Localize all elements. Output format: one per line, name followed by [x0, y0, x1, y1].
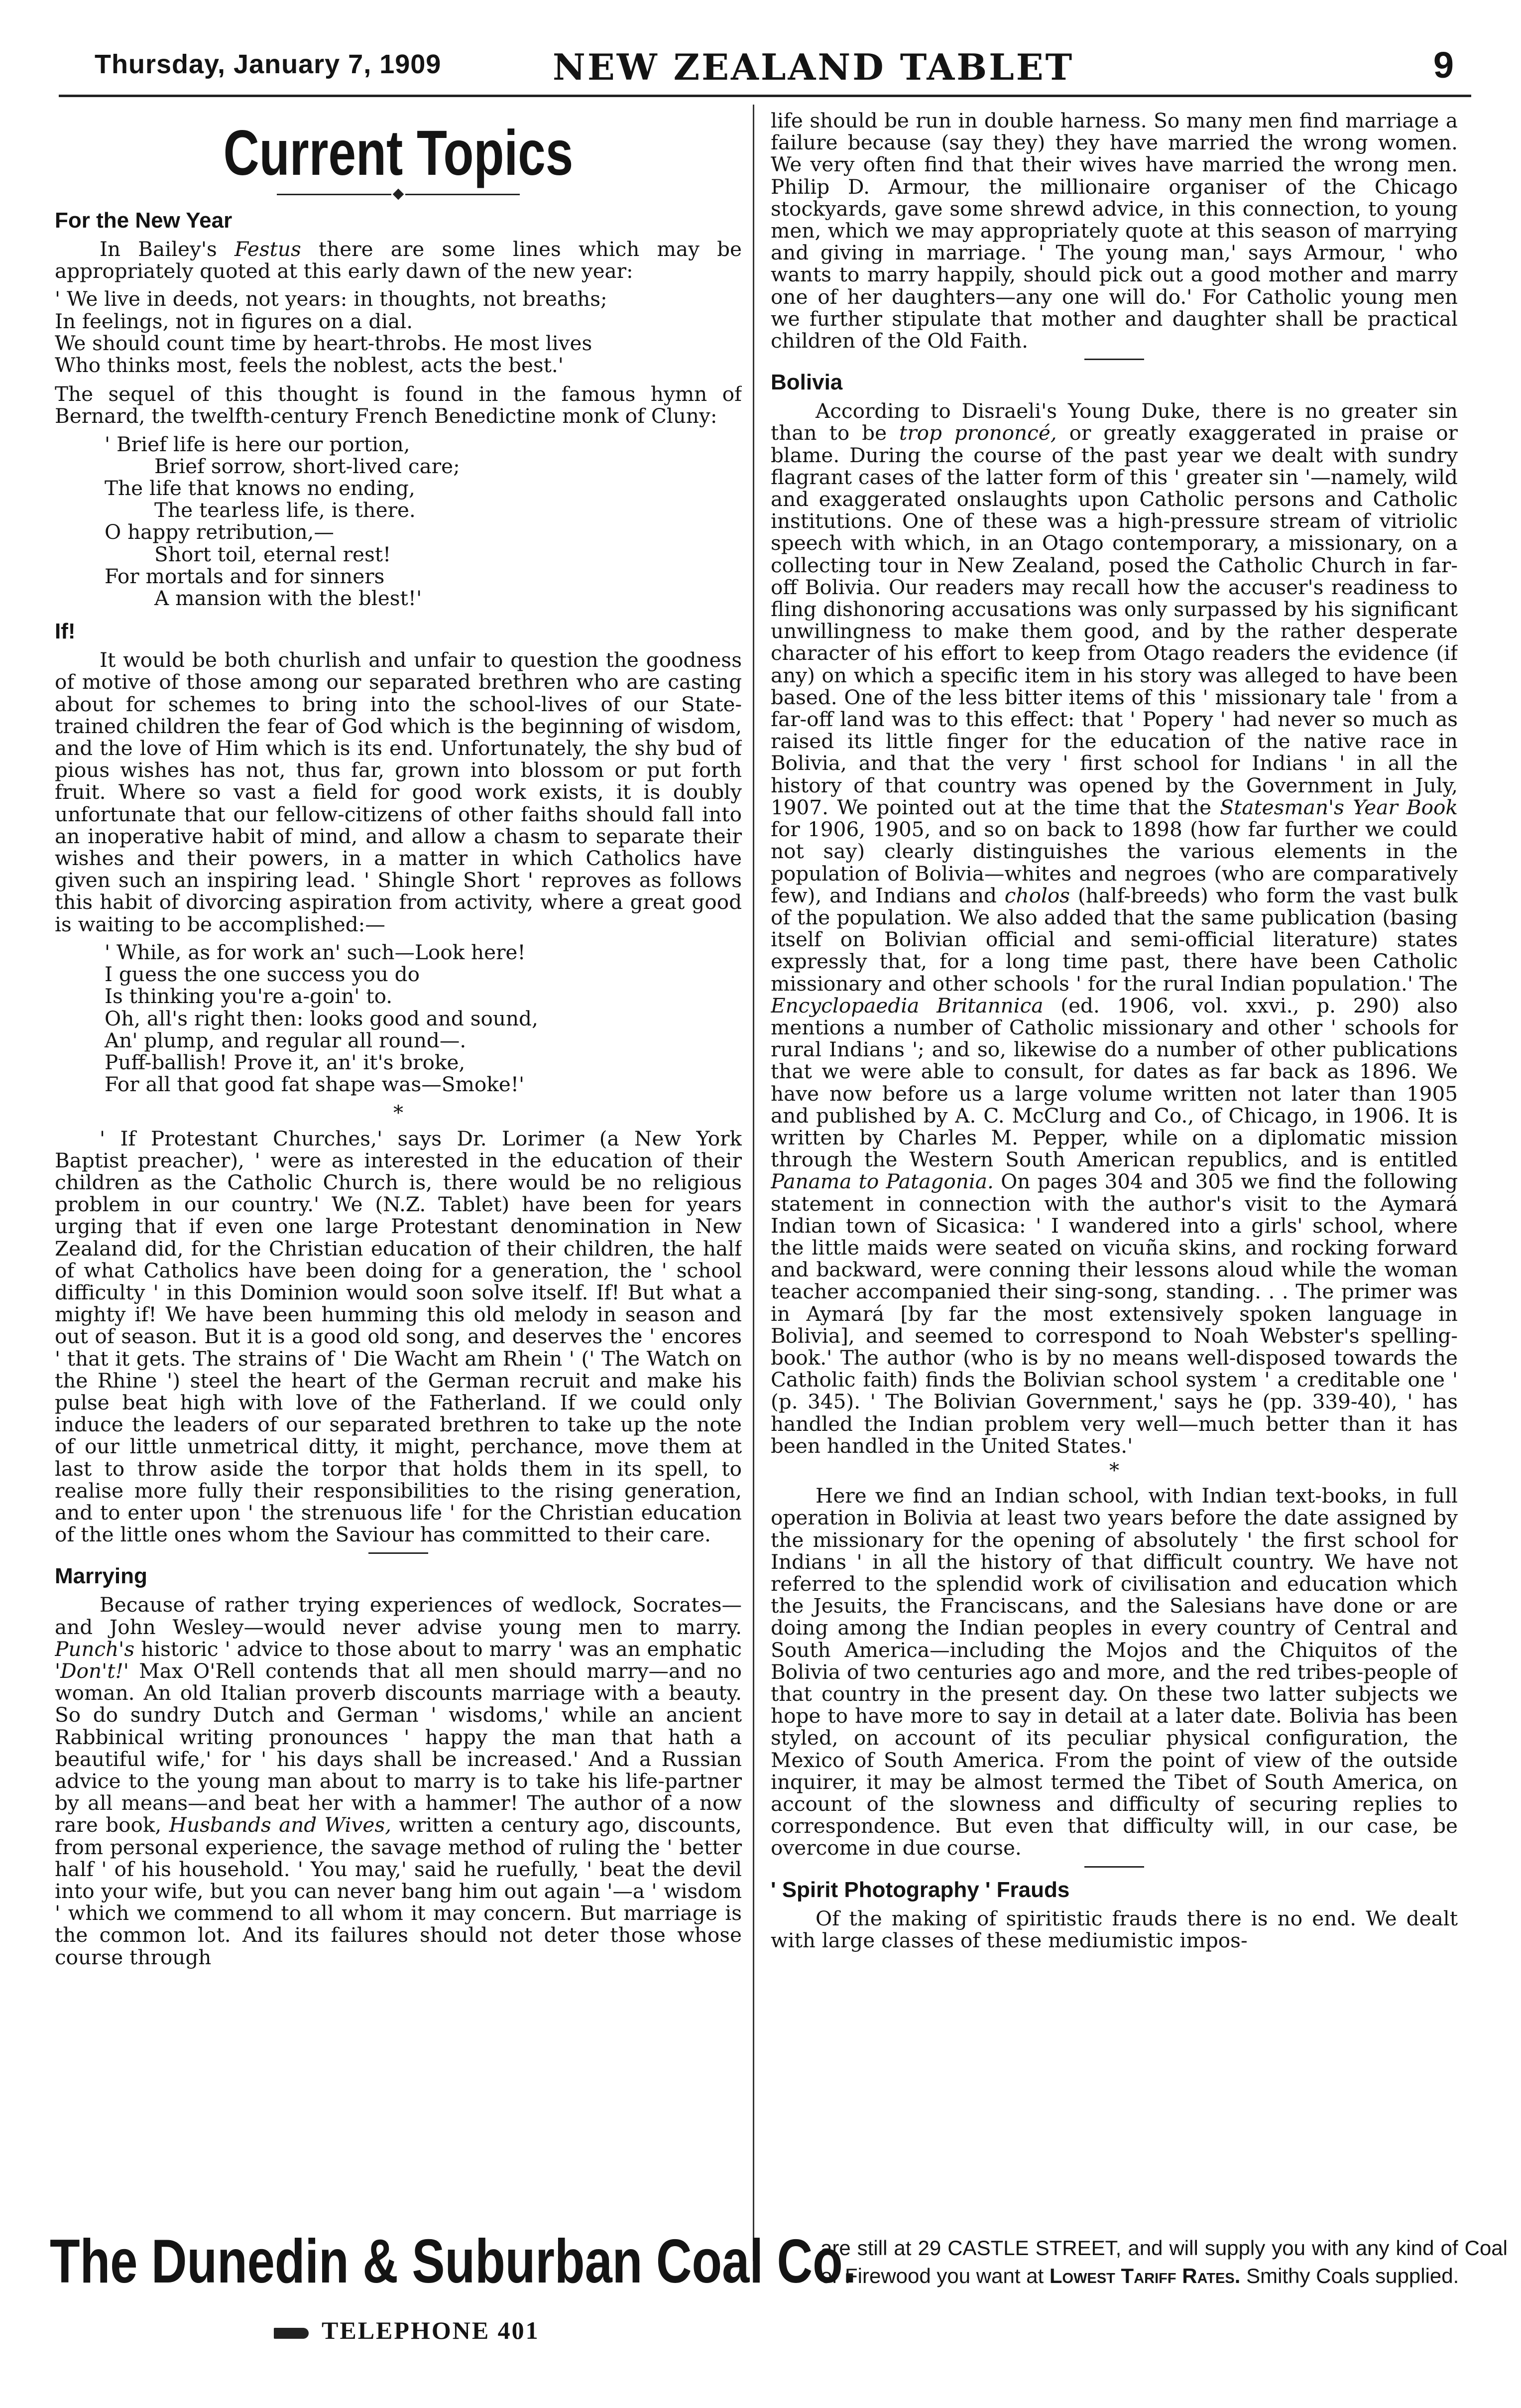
hymn-intro: The sequel of this thought is found in the famous hymn of Bernard, the twelfth-century French Benedictine monk of Cluny:: [55, 382, 742, 428]
verse-line: A mansion with the blest!': [154, 586, 422, 611]
heading-spirit-photography: ' Spirit Photography ' Frauds: [771, 1877, 1070, 1902]
new-year-intro: In Bailey's Festus there are some lines which may be appropriately quoted at this early dawn of the new year:: [55, 237, 742, 283]
issue-date: Thursday, January 7, 1909: [95, 49, 442, 79]
verse-line: ' Brief life is here our portion,: [105, 432, 410, 456]
heading-bolivia: Bolivia: [771, 370, 843, 395]
advert-text: are still at 29 CASTLE STREET, and will supply you with any kind of Coal or Firewood you want at Lowest Tariff Rates. Smithy Coals supplied.: [820, 2236, 1508, 2287]
if-paragraph-1: It would be both churlish and unfair to question the goodness of motive of those among our separated brethren who are casting about for schemes to bring into the school-lives of our State-trained children the fear of God which is the beginning of wisdom, and the love of Him which is its end. Unfortunately, the shy bud of pious wishes has not, thus far, grown into blossom or put forth fruit. Where so vast a field for good work exists, it is doubly unfortunate that our fellow-citizens of other faiths should fall into an inoperative habit of mind, and allow a chasm to separate their wishes and their powers, in a matter in which Catholics have given such an inspiring lead. ' Shingle Short ' reproves as follows this habit of divorcing aspiration from activity, where a great good is waiting to be accomplished:—: [55, 648, 742, 936]
verse-line: An' plump, and regular all round—.: [105, 1028, 467, 1052]
verse-line: O happy retribution,—: [105, 520, 334, 544]
verse-line: For all that good fat shape was—Smoke!': [105, 1072, 525, 1097]
verse-line: Who thinks most, feels the noblest, acts the best.': [55, 353, 564, 378]
diamond-icon: [393, 189, 404, 200]
verse-line: The life that knows no ending,: [105, 476, 415, 501]
verse-line: For mortals and for sinners: [105, 564, 385, 588]
section-rule: [1084, 359, 1144, 360]
section-star: *: [393, 1102, 403, 1125]
marrying-continued: life should be run in double harness. So many men find marriage a failure because (say they) they have married the wrong women. We very often find that their wives have married the wrong men. Philip D. Armour, the millionaire organiser of the Chicago stockyards, gave some shrewd advice, in this connection, to young men, which we may appropriately quote at this season of marrying and giving in marriage. ' The young man,' says Armour, ' who wants to marry happily, should pick out a good mother and marry one of her daughters—any one will do.' For Catholic young men we further stipulate that mother and daughter shall be practical children of the Old Faith.: [771, 110, 1458, 353]
verse-line: We should count time by heart-throbs. He most lives: [55, 331, 592, 355]
heading-new-year: For the New Year: [55, 208, 233, 233]
advert-telephone: TELEPHONE 401: [274, 2316, 540, 2345]
verse-line: Short toil, eternal rest!: [154, 542, 391, 566]
shingle-short-poem: [55, 941, 742, 1095]
section-star: *: [1109, 1459, 1119, 1482]
right-column: [771, 110, 1458, 2199]
title-ornament: [55, 190, 742, 198]
if-paragraph-2: ' If Protestant Churches,' says Dr. Lorimer (a New York Baptist preacher), ' were as interested in the education of their children as the Catholic Church is, there would be no religious problem in our country.' We (N.Z. Tablet) have been for years urging that if even one large Protestant denomination in New Zealand did, for the Christian education of their children, the half of what Catholics have been doing for a generation, the ' school difficulty ' in this Dominion would soon solve itself. If! But what a mighty if! We have been humming this old melody in season and out of season. But it is a good old song, and deserves the ' encores ' that it gets. The strains of ' Die Wacht am Rhein ' (' The Watch on the Rhine ') steel the heart of the German recruit and make his pulse beat high with love of the Fatherland. If we could only induce the leaders of our separated brethren to take up the note of our little unmetrical ditty, it might, perchance, move them at last to throw aside the torpor that holds them in its spell, to realise more fully their responsibilities to the rising generation, and to enter upon ' the strenuous life ' for the Christian education of the little ones whom the Saviour has committed to their care.: [55, 1126, 742, 1547]
newspaper-title: NEW ZEALAND TABLET: [553, 46, 1074, 88]
verse-line: Puff-ballish! Prove it, an' it's broke,: [105, 1050, 466, 1074]
pointing-hand-icon: [274, 2328, 309, 2339]
section-rule: [368, 1552, 428, 1554]
left-column: [55, 110, 742, 2199]
advert-company-name: The Dunedin & Suburban Coal Co.: [50, 2227, 857, 2296]
page-number: 9: [1433, 44, 1454, 86]
verse-line: In feelings, not in figures on a dial.: [55, 309, 413, 333]
verse-line: ' While, as for work an' such—Look here!: [105, 940, 526, 964]
coal-advert: [50, 2216, 1508, 2366]
bolivia-paragraph-2: Here we find an Indian school, with Indian text-books, in full operation in Bolivia at least two years before the date assigned by the missionary for the opening of absolutely ' the first school for Indians ' in all the history of that difficult country. We have not referred to the splendid work of civilisation and education which the Jesuits, the Franciscans, and the Salesians have done or are doing among the Indian peoples in every country of Central and South America—including the Mojos and the Chiquitos of the Bolivia of two centuries ago and more, and the red tribes-people of that country in the present day. On these two latter subjects we hope to have more to say in detail at a later date. Bolivia has been styled, on account of its peculiar physical configuration, the Mexico of South America. From the point of view of the outside inquirer, it may be almost termed the Tibet of South America, on account of the slowness and difficulty of securing replies to correspondence. But even that difficulty will, in our case, be overcome in due course.: [771, 1484, 1458, 1860]
heading-marrying: Marrying: [55, 1564, 147, 1589]
festus-quote: [55, 288, 742, 376]
verse-line: ' We live in deeds, not years: in thoughts, not breaths;: [55, 287, 607, 311]
verse-line: Oh, all's right then: looks good and sound,: [105, 1006, 538, 1030]
verse-line: Is thinking you're a-goin' to.: [105, 984, 393, 1009]
bolivia-paragraph-1: According to Disraeli's Young Duke, there is no greater sin than to be trop prononcé, or greatly exaggerated in praise or blame. During the course of the past year we dealt with sundry flagrant cases of the latter form of this ' greater sin '—namely, wild and exaggerated onslaughts upon Catholic persons and Catholic institutions. One of these was a high-pressure stream of vitriolic speech with which, in an Otago contemporary, a missionary, on a collecting tour in New Zealand, posed the Catholic Church in far-off Bolivia. Our readers may recall how the accuser's readiness to fling dishonoring accusations was only surpassed by his significant unwillingness to make them good, and by the rather desperate character of his effort to keep from Otago readers the evidence (if any) on which a specific item in his story was alleged to have been based. One of the less bitter items of this ' missionary tale ' from a far-off land was to this effect: that ' Popery ' had never so much as raised its little finger for the education of the native race in Bolivia, and that the very ' first school for Indians ' in all the history of that country was opened by the Government in July, 1907. We pointed out at the time that the Statesman's Year Book for 1906, 1905, and so on back to 1898 (how far further we could not say) clearly distinguishes the various elements in the population of Bolivia—whites and negroes (who are comparatively few), and Indians and cholos (half-breeds) who form the vast bulk of the population. We also added that the same publication (basing itself on Bolivian official and semi-official literature) states expressly that, for a long time past, there have been Catholic missionary and other schools ' for the rural Indian population.' The Encyclopaedia Britannica (ed. 1906, vol. xxvi., p. 290) also mentions a number of Catholic missionary and other ' schools for rural Indians '; and so, likewise do a number of other publications that we were able to consult, for dates as far back as 1896. We have now before us a large volume written not later than 1905 and published by A. C. McClurg and Co., of Chicago, in 1906. It is written by Charles M. Pepper, while on a diplomatic mission through the Western South American republics, and is entitled Panama to Patagonia. On pages 304 and 305 we find the following statement in connection with the author's visit to the Aymará Indian town of Sicasica: ' I wandered into a girls' school, where the little maids were seated on vicuña skins, and rocking forward and backward, were conning their lessons aloud while the woman teacher accompanied their sing-song, standing. . . The primer was in Aymará [by far the most extensively spoken language in Bolivia], and seemed to correspond to Noah Webster's spelling-book.' The author (who is by no means well-disposed towards the Catholic faith) finds the Bolivian school system ' a creditable one ' (p. 345). ' The Bolivian Government,' says he (pp. 339-40), ' has handled the Indian problem very well—much better than it has been handled in the United States.': [771, 399, 1458, 1458]
verse-line: I guess the one success you do: [105, 962, 420, 987]
section-title: Current Topics: [223, 118, 574, 189]
marrying-paragraph: Because of rather trying experiences of wedlock, Socrates—and John Wesley—would never advise young men to marry. Punch's historic ' advice to those about to marry ' was an emphatic 'Don't!' Max O'Rell contends that all men should marry—and no woman. An old Italian proverb discounts marriage with a beauty. So do sundry Dutch and German ' wisdoms,' while an ancient Rabbinical writing pronounces ' happy the man that hath a beautiful wife,' for ' his days shall be increased.' And a Russian advice to the young man about to marry is to take his life-partner by all means—and beat her with a hammer! The author of a now rare book, Husbands and Wives, written a century ago, discounts, from personal experience, the savage method of ruling the ' better half ' of his household. ' You may,' said he ruefully, ' beat the devil into your wife, but you can never bang him out again '—a ' wisdom ' which we commend to all whom it may concern. But marriage is the common lot. And its failures should not deter those whose course through: [55, 1593, 742, 1969]
verse-line: The tearless life, is there.: [154, 498, 416, 522]
cluny-hymn: [55, 433, 742, 610]
header-rule: [59, 95, 1471, 97]
spirit-paragraph: Of the making of spiritistic frauds there is no end. We dealt with large classes of these mediumistic impos-: [771, 1906, 1458, 1952]
verse-line: Brief sorrow, short-lived care;: [154, 454, 460, 478]
section-rule: [1084, 1866, 1144, 1868]
heading-if: If!: [55, 619, 76, 644]
column-divider: [753, 105, 754, 2261]
